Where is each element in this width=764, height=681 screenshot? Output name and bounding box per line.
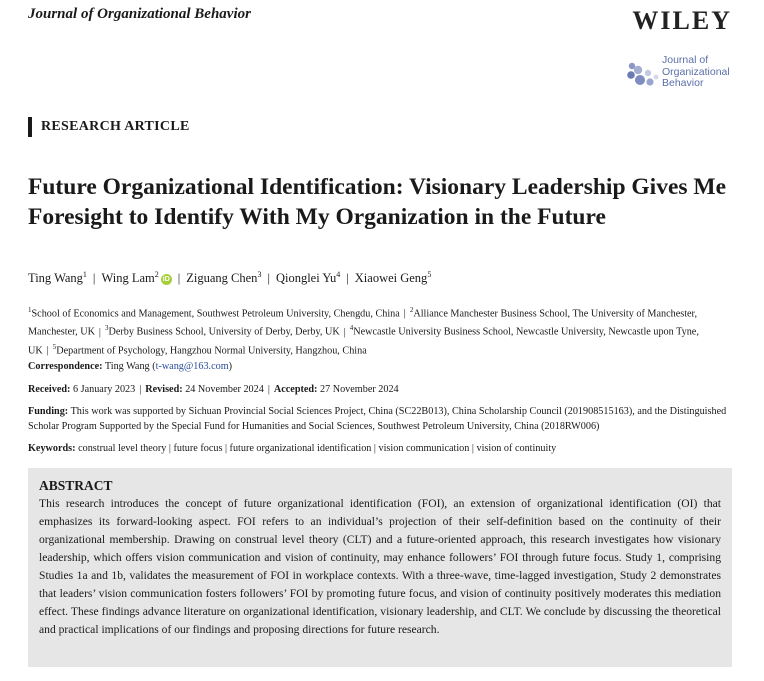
affiliation-text: Newcastle University Business School, Newcastle University, Newcastle upon Tyne, UK (28, 326, 699, 357)
journal-logo[interactable] (626, 54, 738, 94)
abstract-box (28, 468, 732, 667)
correspondence-name: Ting Wang ( (104, 361, 156, 372)
orcid-icon[interactable]: iD (162, 276, 170, 284)
affil-sup: 4 (349, 324, 354, 333)
author-name[interactable]: Qionglei Yu (275, 271, 337, 286)
affil-separator: | (343, 326, 346, 338)
correspondence-close: ) (228, 361, 233, 372)
correspondence-email-link[interactable]: t-wang@163.com (155, 361, 229, 372)
affiliation-text: Alliance Manchester Business School, The University of Manchester, Manchester, UK (28, 308, 698, 338)
journal-logo-line: Journal of (662, 54, 709, 66)
author-affil-sup[interactable]: 3 (257, 270, 262, 279)
affil-sup: 1 (28, 306, 32, 314)
author-name[interactable]: Ting Wang (28, 271, 83, 286)
affil-separator: | (403, 308, 406, 320)
correspondence (28, 359, 734, 374)
author-name[interactable]: Ziguang Chen (186, 271, 258, 286)
author-affil-sup[interactable]: 5 (427, 270, 432, 279)
affiliation-text: Derby Business School, University of Derby, Derby, UK (108, 326, 340, 338)
author-separator: | (267, 271, 270, 286)
journal-logo-line: Organizational (662, 65, 730, 78)
funding-label: Funding: (28, 406, 69, 417)
accepted-label: Accepted: (273, 384, 318, 395)
keywords-text: construal level theory | future focus | future organizational identification | vision communication | vision of continuity (78, 443, 557, 454)
author-separator: | (177, 271, 181, 286)
author-separator: | (346, 271, 349, 286)
author-affil-sup[interactable]: 1 (82, 270, 87, 279)
abstract-heading: ABSTRACT (39, 478, 113, 493)
date-separator: | (267, 384, 270, 395)
funding-text: This work was supported by Sichuan Provincial Social Sciences Project, China (SC22B013), China Scholarship Council (201908515163), and the Distinguished Scholar Program Supported by the Special Fund for Humanities and Social Sciences, Southwest Petroleum University, China (2018RW006) (28, 406, 727, 432)
affiliations (28, 303, 728, 358)
publisher-logo[interactable]: WILEY (632, 6, 732, 35)
article-type-label: RESEARCH ARTICLE (28, 117, 190, 137)
affil-sup: 5 (52, 342, 57, 351)
abstract-text: This research introduces the concept of future organizational identification (FOI), an extension of organizational identification (OI) that emphasizes its forward-looking aspect. FOI refers to an individual’s projection of their self-definition based on the continuity of their organizational membership. Drawing on construal level theory (CLT) and a future-oriented approach, this research investigates how visionary leadership, which offers vision communication and vision of continuity, may enhance followers’ FOI through future focus. Study 1, comprising Studies 1a and 1b, validates the measurement of FOI in workplace contexts. With a three-wave, time-lagged investigation, Study 2 demonstrates that leaders’ vision communication fosters followers’ FOI by promoting future focus, and vision of continuity positively moderates this mediation effect. These findings advance literature on organizational identification, visionary leadership, and CLT. We conclude by discussing the theoretical and practical implications of our findings and proposing directions for future research. (39, 497, 721, 636)
revised-date: 24 November 2024 (185, 384, 264, 395)
author-name[interactable]: Wing Lam (101, 271, 155, 286)
affiliation-text: School of Economics and Management, Southwest Petroleum University, Chengdu, China (31, 308, 400, 320)
keywords (28, 441, 734, 456)
affil-sup: 2 (409, 306, 414, 314)
author-affil-sup[interactable]: 4 (336, 270, 341, 279)
article-dates (28, 382, 734, 397)
revised-label: Revised: (145, 384, 183, 395)
correspondence-label: Correspondence: (28, 361, 103, 372)
author-name[interactable]: Xiaowei Geng (354, 271, 428, 286)
journal-logo-icon (626, 58, 660, 92)
affiliation-text: Department of Psychology, Hangzhou Normal University, Hangzhou, China (56, 345, 367, 357)
keywords-label: Keywords: (28, 443, 76, 454)
received-label: Received: (28, 384, 71, 395)
article-title: Future Organizational Identification: Visionary Leadership Gives Me Foresight to Identify With My Organization in the Future (28, 174, 727, 230)
journal-logo-text (662, 55, 730, 90)
date-separator: | (139, 384, 142, 395)
affil-separator: | (98, 326, 101, 338)
journal-name[interactable]: Journal of Organizational Behavior (28, 6, 251, 22)
author-list (28, 270, 431, 286)
journal-logo-line: Behavior (662, 77, 704, 89)
author-affil-sup[interactable]: 2 (154, 270, 159, 279)
funding (28, 404, 734, 434)
affil-separator: | (46, 345, 49, 357)
affil-sup: 3 (104, 324, 109, 333)
accepted-date: 27 November 2024 (320, 384, 399, 395)
author-separator: | (92, 271, 96, 286)
received-date: 6 January 2023 (72, 384, 136, 395)
